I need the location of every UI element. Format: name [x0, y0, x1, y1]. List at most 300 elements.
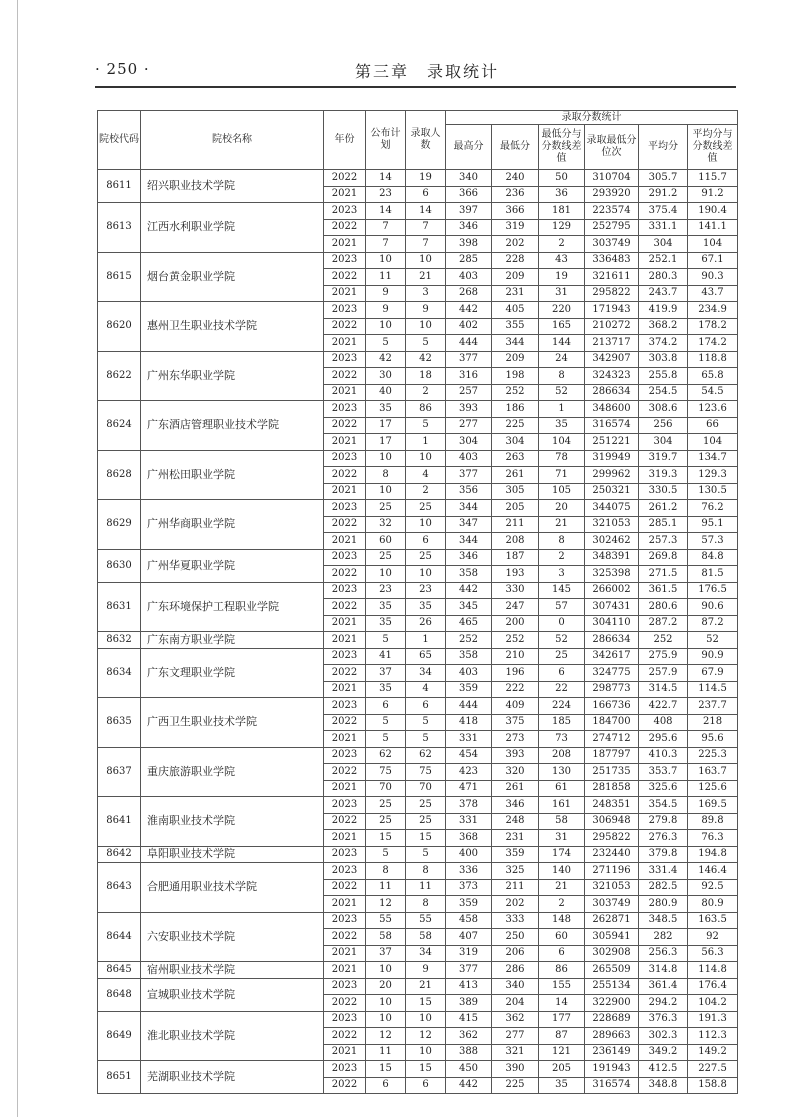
cell-min: 186 [492, 401, 539, 418]
school-code: 8631 [98, 582, 141, 632]
cell-avg-diff: 163.5 [688, 912, 738, 929]
cell-avg: 408 [639, 714, 688, 731]
school-name: 绍兴职业技术学院 [141, 170, 324, 203]
cell-admitted: 6 [406, 1077, 446, 1094]
cell-admitted: 65 [406, 648, 446, 665]
cell-plan: 6 [366, 698, 406, 715]
cell-min-rank: 251735 [585, 764, 639, 781]
cell-min: 263 [492, 450, 539, 467]
cell-min-rank: 248351 [585, 797, 639, 814]
cell-admitted: 4 [406, 681, 446, 698]
cell-plan: 35 [366, 401, 406, 418]
cell-min-diff: 52 [539, 632, 585, 649]
cell-plan: 55 [366, 912, 406, 929]
cell-year: 2023 [324, 549, 366, 566]
cell-avg-diff: 191.3 [688, 1011, 738, 1028]
cell-avg: 412.5 [639, 1061, 688, 1078]
cell-avg: 354.5 [639, 797, 688, 814]
cell-min-rank: 252795 [585, 219, 639, 236]
cell-max: 304 [446, 434, 492, 451]
cell-min-rank: 281858 [585, 780, 639, 797]
cell-min: 210 [492, 648, 539, 665]
cell-max: 398 [446, 236, 492, 253]
cell-plan: 12 [366, 896, 406, 913]
cell-admitted: 4 [406, 467, 446, 484]
cell-min: 222 [492, 681, 539, 698]
cell-avg: 291.2 [639, 186, 688, 203]
cell-plan: 10 [366, 1011, 406, 1028]
cell-avg-diff: 176.5 [688, 582, 738, 599]
cell-plan: 58 [366, 929, 406, 946]
cell-year: 2022 [324, 219, 366, 236]
cell-avg-diff: 123.6 [688, 401, 738, 418]
cell-max: 442 [446, 582, 492, 599]
cell-avg: 305.7 [639, 170, 688, 187]
cell-avg-diff: 65.8 [688, 368, 738, 385]
cell-admitted: 6 [406, 533, 446, 550]
school-code: 8613 [98, 203, 141, 253]
cell-year: 2021 [324, 384, 366, 401]
cell-avg: 256.3 [639, 945, 688, 962]
cell-avg: 349.2 [639, 1044, 688, 1061]
cell-min-diff: 140 [539, 863, 585, 880]
cell-min-diff: 121 [539, 1044, 585, 1061]
school-name: 六安职业技术学院 [141, 912, 324, 962]
cell-avg-diff: 115.7 [688, 170, 738, 187]
cell-max: 366 [446, 186, 492, 203]
table-row [98, 500, 738, 517]
cell-admitted: 86 [406, 401, 446, 418]
cell-max: 378 [446, 797, 492, 814]
cell-min-diff: 148 [539, 912, 585, 929]
admission-stats-table [97, 110, 738, 1094]
cell-max: 388 [446, 1044, 492, 1061]
cell-avg: 419.9 [639, 302, 688, 319]
table-row [98, 797, 738, 814]
cell-min-diff: 177 [539, 1011, 585, 1028]
cell-min: 231 [492, 285, 539, 302]
cell-min: 196 [492, 665, 539, 682]
cell-min-diff: 14 [539, 995, 585, 1012]
cell-max: 418 [446, 714, 492, 731]
cell-avg: 331.4 [639, 863, 688, 880]
cell-year: 2022 [324, 995, 366, 1012]
cell-avg: 361.4 [639, 978, 688, 995]
cell-avg-diff: 80.9 [688, 896, 738, 913]
cell-avg-diff: 76.2 [688, 500, 738, 517]
cell-min-diff: 185 [539, 714, 585, 731]
cell-avg: 280.6 [639, 599, 688, 616]
cell-year: 2021 [324, 731, 366, 748]
school-name: 淮南职业技术学院 [141, 797, 324, 847]
cell-min-rank: 348391 [585, 549, 639, 566]
cell-min-diff: 50 [539, 170, 585, 187]
col-header-admitted: 录取人数 [406, 111, 446, 170]
cell-min: 240 [492, 170, 539, 187]
cell-avg: 282 [639, 929, 688, 946]
cell-max: 413 [446, 978, 492, 995]
cell-year: 2021 [324, 533, 366, 550]
cell-avg: 303.8 [639, 351, 688, 368]
cell-avg-diff: 76.3 [688, 830, 738, 847]
cell-year: 2022 [324, 269, 366, 286]
cell-max: 358 [446, 566, 492, 583]
school-name: 阜阳职业技术学院 [141, 846, 324, 863]
col-header-avg: 平均分 [639, 125, 688, 170]
school-name: 江西水利职业学院 [141, 203, 324, 253]
cell-min-rank: 228689 [585, 1011, 639, 1028]
cell-avg-diff: 163.7 [688, 764, 738, 781]
cell-min: 277 [492, 1028, 539, 1045]
cell-min: 225 [492, 1077, 539, 1094]
cell-min: 247 [492, 599, 539, 616]
cell-max: 359 [446, 896, 492, 913]
cell-max: 454 [446, 747, 492, 764]
cell-min-diff: 19 [539, 269, 585, 286]
cell-avg: 304 [639, 236, 688, 253]
cell-year: 2023 [324, 500, 366, 517]
cell-avg: 330.5 [639, 483, 688, 500]
cell-admitted: 21 [406, 269, 446, 286]
school-name: 广东文理职业学院 [141, 648, 324, 698]
cell-avg-diff: 169.5 [688, 797, 738, 814]
cell-year: 2023 [324, 978, 366, 995]
cell-max: 356 [446, 483, 492, 500]
school-code: 8634 [98, 648, 141, 698]
cell-max: 340 [446, 170, 492, 187]
cell-avg-diff: 90.3 [688, 269, 738, 286]
cell-plan: 5 [366, 632, 406, 649]
cell-avg-diff: 176.4 [688, 978, 738, 995]
cell-admitted: 23 [406, 582, 446, 599]
col-header-plan: 公布计划 [366, 111, 406, 170]
cell-min-diff: 2 [539, 896, 585, 913]
cell-max: 347 [446, 516, 492, 533]
cell-year: 2022 [324, 566, 366, 583]
cell-max: 277 [446, 417, 492, 434]
cell-admitted: 21 [406, 978, 446, 995]
cell-admitted: 6 [406, 698, 446, 715]
cell-max: 397 [446, 203, 492, 220]
cell-avg-diff: 178.2 [688, 318, 738, 335]
cell-min-diff: 8 [539, 368, 585, 385]
cell-avg: 375.4 [639, 203, 688, 220]
cell-min-diff: 31 [539, 285, 585, 302]
table-row [98, 846, 738, 863]
cell-min: 333 [492, 912, 539, 929]
cell-max: 358 [446, 648, 492, 665]
cell-avg-diff: 57.3 [688, 533, 738, 550]
cell-plan: 8 [366, 863, 406, 880]
cell-min-rank: 344075 [585, 500, 639, 517]
cell-min-rank: 316574 [585, 417, 639, 434]
cell-admitted: 10 [406, 1011, 446, 1028]
cell-min-rank: 236149 [585, 1044, 639, 1061]
cell-plan: 25 [366, 813, 406, 830]
cell-year: 2022 [324, 1077, 366, 1094]
cell-plan: 35 [366, 681, 406, 698]
cell-year: 2022 [324, 368, 366, 385]
cell-avg: 275.9 [639, 648, 688, 665]
cell-min: 236 [492, 186, 539, 203]
cell-year: 2021 [324, 615, 366, 632]
school-code: 8622 [98, 351, 141, 401]
cell-min-diff: 87 [539, 1028, 585, 1045]
cell-year: 2022 [324, 929, 366, 946]
cell-min-rank: 324775 [585, 665, 639, 682]
cell-max: 444 [446, 335, 492, 352]
cell-avg-diff: 146.4 [688, 863, 738, 880]
cell-min-diff: 58 [539, 813, 585, 830]
cell-admitted: 5 [406, 846, 446, 863]
cell-min-rank: 262871 [585, 912, 639, 929]
cell-min: 250 [492, 929, 539, 946]
school-name: 广西卫生职业技术学院 [141, 698, 324, 748]
cell-min: 187 [492, 549, 539, 566]
cell-year: 2021 [324, 681, 366, 698]
cell-admitted: 10 [406, 566, 446, 583]
cell-avg: 308.6 [639, 401, 688, 418]
cell-plan: 10 [366, 962, 406, 979]
cell-avg: 282.5 [639, 879, 688, 896]
cell-avg: 348.5 [639, 912, 688, 929]
cell-year: 2021 [324, 780, 366, 797]
cell-min-rank: 191943 [585, 1061, 639, 1078]
cell-plan: 15 [366, 1061, 406, 1078]
cell-year: 2023 [324, 747, 366, 764]
table-row [98, 582, 738, 599]
cell-plan: 37 [366, 945, 406, 962]
cell-min-diff: 78 [539, 450, 585, 467]
cell-avg: 361.5 [639, 582, 688, 599]
cell-avg-diff: 112.3 [688, 1028, 738, 1045]
cell-min-rank: 319949 [585, 450, 639, 467]
cell-admitted: 8 [406, 896, 446, 913]
cell-min-rank: 321611 [585, 269, 639, 286]
cell-year: 2021 [324, 945, 366, 962]
cell-plan: 11 [366, 269, 406, 286]
cell-max: 252 [446, 632, 492, 649]
cell-min: 325 [492, 863, 539, 880]
table-row [98, 912, 738, 929]
cell-min-diff: 35 [539, 417, 585, 434]
table-row [98, 648, 738, 665]
cell-admitted: 1 [406, 632, 446, 649]
cell-avg-diff: 89.8 [688, 813, 738, 830]
cell-avg-diff: 125.6 [688, 780, 738, 797]
cell-year: 2022 [324, 879, 366, 896]
cell-min: 211 [492, 516, 539, 533]
school-name: 惠州卫生职业技术学院 [141, 302, 324, 352]
cell-max: 373 [446, 879, 492, 896]
cell-min: 390 [492, 1061, 539, 1078]
cell-min-rank: 184700 [585, 714, 639, 731]
school-code: 8611 [98, 170, 141, 203]
cell-admitted: 18 [406, 368, 446, 385]
cell-max: 331 [446, 813, 492, 830]
school-name: 广东酒店管理职业技术学院 [141, 401, 324, 451]
cell-plan: 41 [366, 648, 406, 665]
page-number: · 250 · [95, 60, 150, 78]
cell-admitted: 10 [406, 1044, 446, 1061]
cell-max: 400 [446, 846, 492, 863]
cell-plan: 25 [366, 549, 406, 566]
cell-min: 330 [492, 582, 539, 599]
cell-year: 2023 [324, 1011, 366, 1028]
cell-min-rank: 306948 [585, 813, 639, 830]
cell-year: 2022 [324, 714, 366, 731]
cell-max: 471 [446, 780, 492, 797]
cell-min: 286 [492, 962, 539, 979]
cell-plan: 40 [366, 384, 406, 401]
cell-avg-diff: 104 [688, 236, 738, 253]
cell-avg-diff: 129.3 [688, 467, 738, 484]
cell-min: 321 [492, 1044, 539, 1061]
cell-min-rank: 299962 [585, 467, 639, 484]
col-header-max: 最高分 [446, 125, 492, 170]
cell-min-rank: 303749 [585, 896, 639, 913]
cell-max: 331 [446, 731, 492, 748]
cell-admitted: 34 [406, 945, 446, 962]
cell-plan: 5 [366, 714, 406, 731]
cell-avg-diff: 114.5 [688, 681, 738, 698]
cell-min-rank: 251221 [585, 434, 639, 451]
cell-year: 2022 [324, 665, 366, 682]
cell-year: 2021 [324, 962, 366, 979]
table-header [98, 111, 738, 170]
cell-max: 285 [446, 252, 492, 269]
cell-year: 2023 [324, 450, 366, 467]
cell-min-rank: 348600 [585, 401, 639, 418]
cell-admitted: 19 [406, 170, 446, 187]
cell-year: 2021 [324, 434, 366, 451]
cell-plan: 23 [366, 186, 406, 203]
cell-plan: 10 [366, 318, 406, 335]
cell-min-diff: 155 [539, 978, 585, 995]
cell-min-diff: 224 [539, 698, 585, 715]
cell-max: 393 [446, 401, 492, 418]
cell-avg: 348.8 [639, 1077, 688, 1094]
cell-avg: 325.6 [639, 780, 688, 797]
cell-min: 204 [492, 995, 539, 1012]
cell-avg-diff: 67.9 [688, 665, 738, 682]
school-name: 重庆旅游职业学院 [141, 747, 324, 797]
col-header-avg-diff: 平均分与分数线差值 [688, 125, 738, 170]
cell-max: 345 [446, 599, 492, 616]
cell-plan: 75 [366, 764, 406, 781]
cell-min-rank: 305941 [585, 929, 639, 946]
cell-min-diff: 73 [539, 731, 585, 748]
cell-avg: 257.9 [639, 665, 688, 682]
cell-min: 273 [492, 731, 539, 748]
cell-plan: 5 [366, 731, 406, 748]
cell-admitted: 10 [406, 318, 446, 335]
cell-min-diff: 20 [539, 500, 585, 517]
cell-plan: 15 [366, 830, 406, 847]
cell-max: 389 [446, 995, 492, 1012]
table-row [98, 632, 738, 649]
cell-min-diff: 129 [539, 219, 585, 236]
cell-avg: 376.3 [639, 1011, 688, 1028]
cell-avg-diff: 118.8 [688, 351, 738, 368]
cell-max: 362 [446, 1028, 492, 1045]
cell-year: 2021 [324, 335, 366, 352]
cell-avg: 368.2 [639, 318, 688, 335]
cell-min-diff: 61 [539, 780, 585, 797]
cell-avg: 254.5 [639, 384, 688, 401]
cell-avg-diff: 149.2 [688, 1044, 738, 1061]
cell-plan: 10 [366, 483, 406, 500]
cell-admitted: 25 [406, 813, 446, 830]
col-header-year: 年份 [324, 111, 366, 170]
cell-min-rank: 210272 [585, 318, 639, 335]
cell-plan: 8 [366, 467, 406, 484]
cell-avg: 379.8 [639, 846, 688, 863]
cell-max: 423 [446, 764, 492, 781]
cell-max: 442 [446, 302, 492, 319]
cell-admitted: 70 [406, 780, 446, 797]
cell-max: 316 [446, 368, 492, 385]
cell-avg-diff: 87.2 [688, 615, 738, 632]
table-row [98, 302, 738, 319]
cell-avg: 410.3 [639, 747, 688, 764]
cell-max: 268 [446, 285, 492, 302]
cell-max: 407 [446, 929, 492, 946]
table-row [98, 863, 738, 880]
cell-admitted: 10 [406, 252, 446, 269]
cell-plan: 10 [366, 566, 406, 583]
school-code: 8635 [98, 698, 141, 748]
cell-min-rank: 187797 [585, 747, 639, 764]
cell-max: 444 [446, 698, 492, 715]
school-code: 8644 [98, 912, 141, 962]
cell-max: 465 [446, 615, 492, 632]
cell-min: 248 [492, 813, 539, 830]
cell-plan: 25 [366, 500, 406, 517]
cell-max: 344 [446, 533, 492, 550]
cell-min: 200 [492, 615, 539, 632]
table-row [98, 252, 738, 269]
cell-min-diff: 3 [539, 566, 585, 583]
cell-min-diff: 220 [539, 302, 585, 319]
cell-max: 346 [446, 219, 492, 236]
cell-max: 377 [446, 351, 492, 368]
school-code: 8643 [98, 863, 141, 913]
cell-avg: 302.3 [639, 1028, 688, 1045]
table-row [98, 1011, 738, 1028]
cell-plan: 9 [366, 285, 406, 302]
cell-min-rank: 266002 [585, 582, 639, 599]
cell-plan: 42 [366, 351, 406, 368]
cell-admitted: 9 [406, 302, 446, 319]
cell-plan: 35 [366, 599, 406, 616]
cell-admitted: 25 [406, 549, 446, 566]
cell-admitted: 25 [406, 500, 446, 517]
cell-min-diff: 86 [539, 962, 585, 979]
cell-avg-diff: 190.4 [688, 203, 738, 220]
cell-avg-diff: 134.7 [688, 450, 738, 467]
cell-min-rank: 302908 [585, 945, 639, 962]
cell-year: 2021 [324, 483, 366, 500]
cell-plan: 11 [366, 1044, 406, 1061]
cell-max: 402 [446, 318, 492, 335]
cell-min: 205 [492, 500, 539, 517]
cell-min-diff: 145 [539, 582, 585, 599]
cell-avg-diff: 225.3 [688, 747, 738, 764]
table-row [98, 962, 738, 979]
cell-plan: 23 [366, 582, 406, 599]
cell-admitted: 15 [406, 995, 446, 1012]
